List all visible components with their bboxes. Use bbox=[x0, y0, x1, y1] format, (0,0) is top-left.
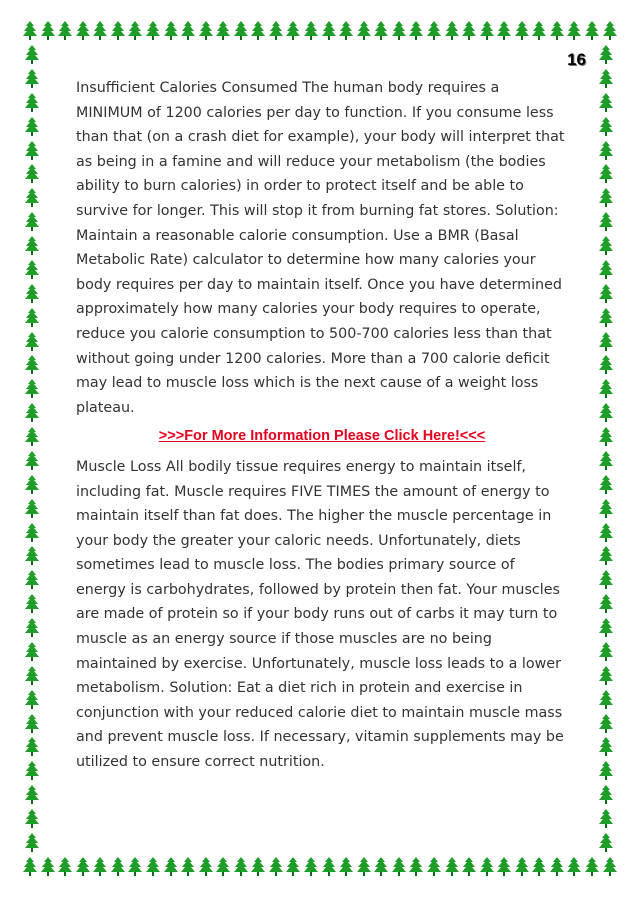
christmas-tree-icon bbox=[598, 474, 614, 496]
christmas-tree-icon bbox=[250, 20, 266, 42]
christmas-tree-icon bbox=[24, 617, 40, 639]
christmas-tree-icon bbox=[145, 856, 161, 878]
christmas-tree-icon bbox=[598, 140, 614, 162]
christmas-tree-icon bbox=[598, 736, 614, 758]
christmas-tree-icon bbox=[24, 760, 40, 782]
christmas-tree-icon bbox=[24, 259, 40, 281]
document-body bbox=[76, 76, 568, 775]
christmas-tree-icon bbox=[22, 20, 38, 42]
christmas-tree-icon bbox=[426, 20, 442, 42]
christmas-tree-icon bbox=[180, 20, 196, 42]
paragraph-insufficient-calories: Insufficient Calories Consumed The human body requires a MINIMUM of 1200 calories per day to function. If you consume less than that (on a crash diet for example), your body will interpret that as being in a famine and will reduce your metabolism (the bodies ability to burn calories) in order to protect itself and be able to survive for longer. This will stop it from burning fat stores. Solution: Maintain a reasonable calorie consumption. Use a BMR (Basal Metabolic Rate) calculator to determine how many calories your body requires per day to maintain itself. Once you have determined approximately how many calories your body requires to operate, reduce you calorie consumption to 500-700 calories less than that without going under 1200 calories. More than a 700 calorie deficit may lead to muscle loss which is the next cause of a weight loss plateau. bbox=[76, 80, 565, 416]
christmas-tree-icon bbox=[391, 856, 407, 878]
christmas-tree-icon bbox=[24, 522, 40, 544]
christmas-tree-icon bbox=[514, 20, 530, 42]
christmas-tree-icon bbox=[408, 20, 424, 42]
christmas-tree-icon bbox=[356, 20, 372, 42]
christmas-tree-icon bbox=[24, 450, 40, 472]
christmas-tree-icon bbox=[24, 211, 40, 233]
christmas-tree-icon bbox=[338, 856, 354, 878]
christmas-tree-icon bbox=[24, 498, 40, 520]
christmas-tree-icon bbox=[598, 378, 614, 400]
christmas-tree-icon bbox=[426, 856, 442, 878]
paragraph-muscle-loss: Muscle Loss All bodily tissue requires energy to maintain itself, including fat. Muscle requires FIVE TIMES the amount of energy to maintain itself than fat does. The higher the muscle percentage in your body the greater your caloric needs. Unfortunately, diets sometimes lead to muscle loss. The bodies primary source of energy is carbohydrates, followed by protein then fat. Your muscles are made of protein so if your body runs out of carbs it may turn to muscle as an energy source if those muscles are no being maintained by exercise. Unfortunately, muscle loss leads to a lower metabolism. Solution: Eat a diet rich in protein and exercise in conjunction with your reduced calorie diet to maintain muscle mass and prevent muscle loss. If necessary, vitamin supplements may be utilized to ensure correct nutrition. bbox=[76, 458, 564, 771]
christmas-tree-icon bbox=[598, 235, 614, 257]
christmas-tree-icon bbox=[461, 856, 477, 878]
christmas-tree-icon bbox=[598, 713, 614, 735]
christmas-tree-icon bbox=[584, 856, 600, 878]
christmas-tree-icon bbox=[598, 832, 614, 854]
christmas-tree-icon bbox=[24, 44, 40, 66]
christmas-tree-icon bbox=[24, 378, 40, 400]
christmas-tree-icon bbox=[24, 545, 40, 567]
christmas-tree-icon bbox=[598, 569, 614, 591]
border-top bbox=[22, 20, 618, 42]
christmas-tree-icon bbox=[598, 593, 614, 615]
more-information-link[interactable]: >>>For More Information Please Click Here!<<< bbox=[158, 428, 486, 445]
christmas-tree-icon bbox=[285, 856, 301, 878]
christmas-tree-icon bbox=[24, 68, 40, 90]
christmas-tree-icon bbox=[24, 689, 40, 711]
christmas-tree-icon bbox=[24, 593, 40, 615]
christmas-tree-icon bbox=[598, 307, 614, 329]
christmas-tree-icon bbox=[75, 20, 91, 42]
christmas-tree-icon bbox=[321, 856, 337, 878]
christmas-tree-icon bbox=[598, 211, 614, 233]
christmas-tree-icon bbox=[250, 856, 266, 878]
christmas-tree-icon bbox=[496, 20, 512, 42]
christmas-tree-icon bbox=[163, 856, 179, 878]
christmas-tree-icon bbox=[602, 856, 618, 878]
christmas-tree-icon bbox=[110, 20, 126, 42]
christmas-tree-icon bbox=[198, 20, 214, 42]
christmas-tree-icon bbox=[75, 856, 91, 878]
christmas-tree-icon bbox=[24, 92, 40, 114]
christmas-tree-icon bbox=[233, 20, 249, 42]
christmas-tree-icon bbox=[598, 259, 614, 281]
christmas-tree-icon bbox=[514, 856, 530, 878]
christmas-tree-icon bbox=[373, 20, 389, 42]
christmas-tree-icon bbox=[24, 784, 40, 806]
christmas-tree-icon bbox=[127, 20, 143, 42]
christmas-tree-icon bbox=[40, 856, 56, 878]
christmas-tree-icon bbox=[531, 20, 547, 42]
border-right bbox=[598, 44, 614, 854]
christmas-tree-icon bbox=[598, 522, 614, 544]
christmas-tree-icon bbox=[268, 856, 284, 878]
christmas-tree-icon bbox=[479, 856, 495, 878]
christmas-tree-icon bbox=[24, 426, 40, 448]
christmas-tree-icon bbox=[566, 20, 582, 42]
christmas-tree-icon bbox=[338, 20, 354, 42]
christmas-tree-icon bbox=[598, 808, 614, 830]
christmas-tree-icon bbox=[198, 856, 214, 878]
christmas-tree-icon bbox=[24, 354, 40, 376]
christmas-tree-icon bbox=[321, 20, 337, 42]
christmas-tree-icon bbox=[598, 784, 614, 806]
christmas-tree-icon bbox=[303, 20, 319, 42]
christmas-tree-icon bbox=[598, 163, 614, 185]
christmas-tree-icon bbox=[356, 856, 372, 878]
christmas-tree-icon bbox=[24, 140, 40, 162]
christmas-tree-icon bbox=[24, 331, 40, 353]
christmas-tree-icon bbox=[24, 665, 40, 687]
christmas-tree-icon bbox=[598, 92, 614, 114]
christmas-tree-icon bbox=[145, 20, 161, 42]
christmas-tree-icon bbox=[598, 68, 614, 90]
christmas-tree-icon bbox=[598, 402, 614, 424]
christmas-tree-icon bbox=[408, 856, 424, 878]
christmas-tree-icon bbox=[268, 20, 284, 42]
christmas-tree-icon bbox=[24, 808, 40, 830]
christmas-tree-icon bbox=[598, 331, 614, 353]
border-bottom bbox=[22, 856, 618, 878]
christmas-tree-icon bbox=[549, 20, 565, 42]
christmas-tree-icon bbox=[598, 354, 614, 376]
christmas-tree-icon bbox=[444, 20, 460, 42]
christmas-tree-icon bbox=[24, 713, 40, 735]
christmas-tree-icon bbox=[598, 689, 614, 711]
christmas-tree-icon bbox=[24, 402, 40, 424]
christmas-tree-icon bbox=[598, 450, 614, 472]
christmas-tree-icon bbox=[215, 856, 231, 878]
christmas-tree-icon bbox=[24, 736, 40, 758]
christmas-tree-icon bbox=[598, 545, 614, 567]
christmas-tree-icon bbox=[110, 856, 126, 878]
christmas-tree-icon bbox=[57, 856, 73, 878]
christmas-tree-icon bbox=[373, 856, 389, 878]
christmas-tree-icon bbox=[496, 856, 512, 878]
christmas-tree-icon bbox=[24, 569, 40, 591]
christmas-tree-icon bbox=[598, 617, 614, 639]
christmas-tree-icon bbox=[180, 856, 196, 878]
christmas-tree-icon bbox=[22, 856, 38, 878]
christmas-tree-icon bbox=[461, 20, 477, 42]
christmas-tree-icon bbox=[598, 426, 614, 448]
christmas-tree-icon bbox=[598, 187, 614, 209]
christmas-tree-icon bbox=[92, 20, 108, 42]
christmas-tree-icon bbox=[444, 856, 460, 878]
christmas-tree-icon bbox=[566, 856, 582, 878]
christmas-tree-icon bbox=[598, 665, 614, 687]
christmas-tree-icon bbox=[24, 235, 40, 257]
christmas-tree-icon bbox=[40, 20, 56, 42]
christmas-tree-icon bbox=[24, 641, 40, 663]
christmas-tree-icon bbox=[598, 641, 614, 663]
christmas-tree-icon bbox=[391, 20, 407, 42]
christmas-tree-icon bbox=[24, 307, 40, 329]
christmas-tree-icon bbox=[24, 116, 40, 138]
christmas-tree-icon bbox=[598, 44, 614, 66]
christmas-tree-icon bbox=[233, 856, 249, 878]
christmas-tree-icon bbox=[549, 856, 565, 878]
christmas-tree-icon bbox=[602, 20, 618, 42]
christmas-tree-icon bbox=[598, 760, 614, 782]
christmas-tree-icon bbox=[24, 474, 40, 496]
page-number: 16 bbox=[567, 50, 586, 69]
christmas-tree-icon bbox=[127, 856, 143, 878]
christmas-tree-icon bbox=[24, 163, 40, 185]
christmas-tree-icon bbox=[598, 283, 614, 305]
christmas-tree-icon bbox=[24, 187, 40, 209]
christmas-tree-icon bbox=[215, 20, 231, 42]
christmas-tree-icon bbox=[584, 20, 600, 42]
christmas-tree-icon bbox=[24, 283, 40, 305]
christmas-tree-icon bbox=[479, 20, 495, 42]
christmas-tree-icon bbox=[598, 116, 614, 138]
christmas-tree-icon bbox=[531, 856, 547, 878]
christmas-tree-icon bbox=[163, 20, 179, 42]
christmas-tree-icon bbox=[24, 832, 40, 854]
christmas-tree-icon bbox=[303, 856, 319, 878]
christmas-tree-icon bbox=[92, 856, 108, 878]
border-left bbox=[24, 44, 40, 854]
christmas-tree-icon bbox=[285, 20, 301, 42]
christmas-tree-icon bbox=[598, 498, 614, 520]
christmas-tree-icon bbox=[57, 20, 73, 42]
